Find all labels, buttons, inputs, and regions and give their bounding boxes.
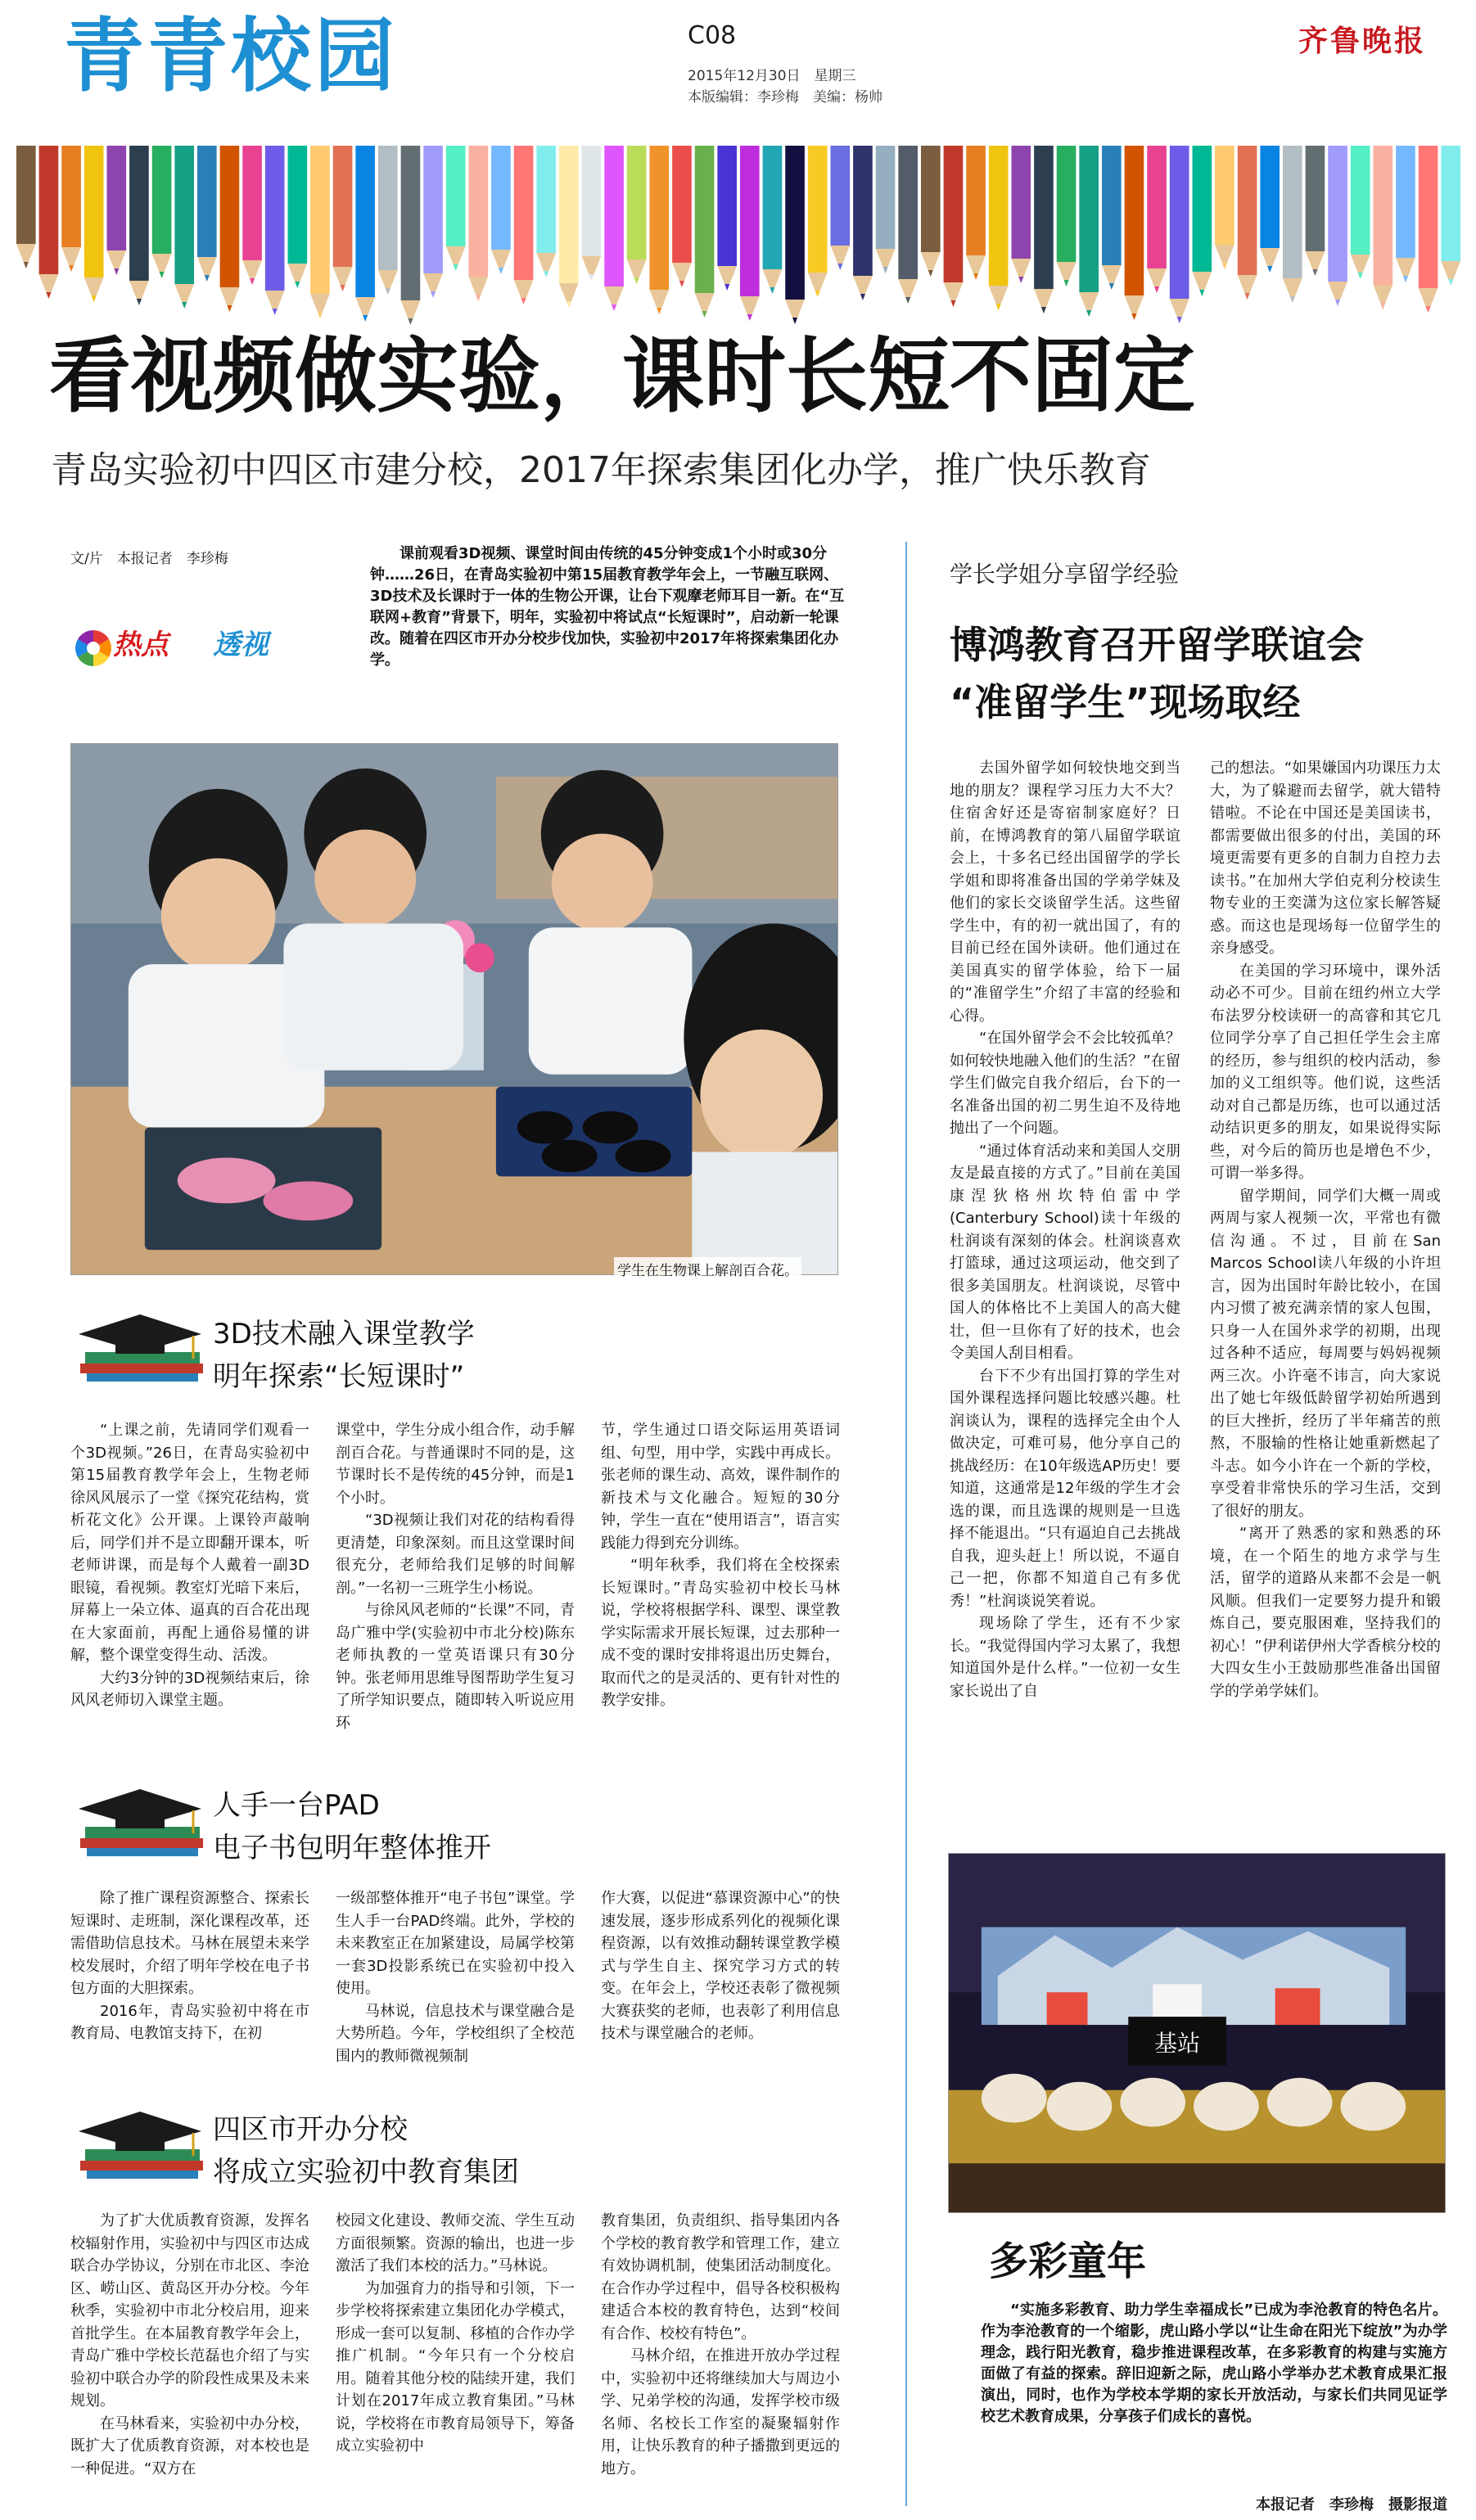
paragraph: 在马林看来，实验初中办分校，既扩大了优质教育资源，对本校也是一种促进。“双方在 [70,2414,309,2477]
paragraph: 课堂中，学生分成小组合作，动手解剖百合花。与普通课时不同的是，这节课时长不是传统的45分钟，而是1个小时。 [336,1422,575,1507]
paragraph: 留学期间，同学们大概一周或两周与家人视频一次，平常也有微信沟通。不过，目前在San Marcos School读八年级的小许坦言，因为出国时年龄比较小，在国内习惯了被充满亲情的家人包围，只身一人在国外求学的初期，出现过各种不适应，每周要与妈妈视频两三次。小许毫不讳言，向大家说出了她七年级低龄留学初始所遇到的巨大挫折，经历了半年痛苦的煎熬，不服输的性格让她重新燃起了斗志。如今小许在一个新的学校，享受着非常快乐的学习生活，交到了很好的朋友。 [1210,1187,1441,1520]
column-divider [905,542,907,2506]
pencil-body [627,146,647,259]
stage-sign-text: 基站 [1154,2029,1200,2057]
paragraph: 为加强育力的指导和引领，下一步学校将探索建立集团化办学模式，形成一套可以复制、移植的合作办学推广机制。“今年只有一个分校启用。随着其他分校的陆续开建，我们计划在2017年成立教育集团。”马林说，学校将在市教育局领导下，筹备成立实验初中 [336,2279,575,2455]
pencil-body [740,146,760,296]
pencil-lead [1109,283,1114,290]
section2-title [213,1784,491,1869]
pencil-lead [724,284,729,291]
page-code: C08 [688,21,737,50]
pencil-body [333,146,353,267]
pencil-body [310,146,330,294]
pencil-banner [15,146,1462,334]
pencil-body [1260,146,1280,248]
byline: 文/片 本报记者 李珍梅 [70,551,228,567]
pencil-lead [1245,293,1250,300]
pencil-lead [114,268,119,275]
pencil-lead [137,299,142,305]
pencil-lead [1177,317,1182,323]
graduation-cap-books-icon [70,1310,210,1385]
pencil-body [1102,146,1122,265]
pencil-body [491,146,511,250]
students-dissecting-lily-photo [70,743,838,1275]
pencil-lead [928,270,933,277]
paragraph: “离开了熟悉的家和熟悉的环境，在一个陌生的地方求学与生活，留学的道路从来都不会是一帆风顺。但我们一定要努力提升和锻炼自己，要克服困难，坚持我们的初心！”伊利诺伊州大学香槟分校的大四女生小王鼓励那些准备出国留学的学弟学妹们。 [1210,1525,1441,1700]
kids-story-title: 多彩童年 [989,2238,1147,2284]
paragraph: “明年秋季，我们将在全校探索长短课时。”青岛实验初中校长马林说，学校将根据学科、课型、课堂教学实际需求开展长短课，过去那种一成不变的课时安排将退出历史舞台，取而代之的是灵活的、更有针对性的教学安排。 [601,1557,840,1709]
paragraph: 马林介绍，在推进开放办学过程中，实验初中还将继续加大与周边小学、兄弟学校的沟通，发挥学校市级名师、名校长工作室的凝聚辐射作用，让快乐教育的种子播撒到更远的地方。 [601,2347,840,2477]
pencil-body [1374,146,1393,285]
right-story-col2 [1210,757,1441,1702]
pencil-body [853,146,873,276]
paragraph: 2016年，青岛实验初中将在市教育局、电教馆支持下，在初 [70,2002,309,2042]
pencil-body [559,146,579,283]
pencil-body [582,146,602,256]
pencil-body [61,146,81,247]
pencil-lead [996,304,1001,310]
pencil-body [107,146,127,250]
pencil-body [1351,146,1370,255]
pencil-body [16,146,36,244]
pencil-lead [634,277,639,284]
section2-col1 [70,1887,309,2045]
pencil-body [378,146,398,270]
paragraph: “上课之前，先请同学们观看一个3D视频。”26日，在青岛实验初中第15届教育教学年会上，生物老师徐风风展示了一堂《探究花结构，赏析花文化》公开课。上课铃声敲响后，同学们并不是立即翻开课本，听老师讲课，而是每个人戴着一副3D眼镜，看视频。教室灯光暗下来后，屏幕上一朵立体、逼真的百合花出现在大家面前，再配上通俗易懂的讲解，整个课堂变得生动、活泼。 [70,1422,309,1664]
section2-title-line1: 人手一台PAD [213,1789,380,1822]
pencil-lead [1448,279,1453,286]
pencil-body [39,146,59,274]
pencil-lead [1154,286,1159,293]
lead-paragraph: 课前观看3D视频、课堂时间由传统的45分钟变成1个小时或30分钟……26日，在青岛实验初中第15届教育教学年会上，一节融互联网、3D技术及长课时于一体的生物公开课，让台下观摩老师耳目一新。在“互联网+教育”背景下，明年，实验初中将试点“长短课时”，启动新一轮课改。随着在四区市开办分校步伐加快，实验初中2017年将探索集团化办学。 [370,545,845,669]
pencil-body [197,146,217,257]
headline: 看视频做实验，课时长短不固定 [49,328,1195,424]
pencil-body [1419,146,1438,288]
kids-story-text: “实施多彩教育、助力学生幸福成长”已成为李沧教育的特色名片。作为李沧教育的一个缩影，虎山路小学以“让生命在阳光下绽放”为办学理念，践行阳光教育，稳步推进课程改革，在多彩教育的构建与实施方面做了有益的探索。辞旧迎新之际，虎山路小学举办艺术教育成果汇报演出，同时，也作为学校本学期的家长开放活动，与家长们共同见证学校艺术教育成果，分享孩子们成长的喜悦。 [981,2301,1447,2425]
right-story-title-line1: 博鸿教育召开留学联谊会 [950,623,1364,667]
pencil-lead [1131,313,1136,320]
pencil-lead [679,281,684,287]
pencil-lead [566,301,571,308]
section2-col2 [336,1887,575,2067]
pencil-body [1170,146,1189,299]
pencil-body [1396,146,1415,258]
subheadline: 青岛实验初中四区市建分校，2017年探索集团化办学，推广快乐教育 [51,449,1151,491]
hot-topic-badge-icon [74,622,311,674]
paragraph: 去国外留学如何较快地交到当地的朋友？课程学习压力大不大？住宿舍好还是寄宿制家庭好？日前，在博鸿教育的第八届留学联谊会上，十多名已经出国留学的学长学姐和即将准备出国的学弟学妹及他们的家长交谈留学生活。这些留学生中，有的初一就出国了，有的目前已经在国外读研。他们通过在美国真实的留学体验，给下一届的“准留学生”介绍了丰富的经验和心得。 [950,760,1180,1025]
pencil-body [1328,146,1347,282]
paper-logo: 齐鲁晚报 [1298,24,1427,58]
pencil-lead [499,268,503,274]
pencil-body [604,146,624,286]
pencil-body [672,146,692,263]
photo-caption: 学生在生物课上解剖百合花。 [614,1257,801,1281]
editors-line: 本版编辑：李珍梅 美编：杨帅 [688,89,882,106]
pencil-lead [1199,290,1204,296]
pencil-lead [950,300,955,307]
paragraph: “3D视频让我们对花的结构看得更清楚，印象深刻。而且这堂课时间很充分，老师给我们足够的时间解剖。”一名初一三班学生小杨说。 [336,1512,575,1597]
paragraph: “在国外留学会不会比较孤单？如何较快地融入他们的生活？”在留学生们做完自我介绍后，台下的一名准备出国的初二男生迫不及待地抛出了一个问题。 [950,1030,1180,1137]
pencil-body [876,146,896,249]
pencil-lead [205,275,210,282]
pencil-lead [702,311,707,318]
pencil-lead [792,318,797,324]
paragraph: 教育集团，负责组织、指导集团内各个学校的教育教学和管理工作，建立有效协调机制，使集团活动制度化。在合作办学过程中，倡导各校积极构建适合本校的教育特色，达到“校间有合作、校校有特色”。 [601,2212,840,2342]
pencil-body [650,146,670,290]
pencil-body [1238,146,1257,275]
pencil-lead [1358,273,1363,279]
pencil-lead [363,315,368,322]
section2-col3 [601,1887,840,2045]
pencil-lead [295,282,300,288]
pencil-lead [454,264,458,271]
pencil-body [446,146,466,246]
pencil-body [1147,146,1167,268]
pencil-body [1125,146,1144,295]
pencil-lead [386,288,390,295]
pencil-body [831,146,851,246]
pencil-lead [408,318,413,325]
section1-title-line1: 3D技术融入课堂教学 [213,1318,475,1350]
pencil-lead [341,285,345,291]
graduation-cap-books-icon [70,1784,210,1860]
pencil-lead [837,264,842,270]
paragraph: “通过体育活动来和美国人交朋友是最直接的方式了。”目前在美国康涅狄格州坎特伯雷中学(Canterbury School)读十年级的杜润谈有深刻的体会。杜润谈喜欢打篮球，通过这项运动，他交到了很多美国朋友。杜润谈说，尽管中国人的体格比不上美国人的高大健壮，但一旦你有了好的技术，也会令美国人刮目相看。 [950,1142,1180,1362]
pencil-body [898,146,918,279]
right-story-title-line2: “准留学生”现场取经 [950,680,1301,724]
pencil-body [152,146,172,254]
pencil-lead [589,274,594,281]
section3-col3 [601,2210,840,2480]
pencil-lead [476,295,481,301]
right-story-kicker: 学长学姐分享留学经验 [950,561,1180,588]
section1-title [213,1313,475,1398]
paragraph: 台下不少有出国打算的学生对国外课程选择问题比较感兴趣。杜润谈认为，课程的选择完全由个人做决定，可难可易，他分享自己的挑战经历：在10年级选AP历史！要知道，这通常是12年级的学生才会选的课，而且选课的规则是一旦选择不能退出。“只有逼迫自己去挑战自我，迎头赶上！所以说，不逼自己一把，你都不知道自己有多优秀！”杜润谈说笑着说。 [950,1367,1180,1610]
pencil-lead [250,278,255,285]
pencil-body [129,146,149,281]
paragraph: 在美国的学习环境中，课外活动必不可少。目前在纽约州立大学布法罗分校读研一的高睿和其它几位同学分享了自己担任学生会主席的经历，参与组织的校内活动，参加的义工组织等。他们说，这些活动对自己都是历练，也可以通过活动结识更多的朋友，如果说得实际些，对今后的简历也是增色不少，可谓一举多得。 [1210,962,1441,1182]
pencil-lead [973,273,978,280]
pencil-lead [1426,306,1431,313]
paragraph: 一级部整体推开“电子书包”课堂。学生人手一台PAD终端。此外，学校的未来教室正在加紧建设，局属学校第一套3D投影系统已在实验初中投入使用。 [336,1890,575,1997]
section3-title-line2: 将成立实验初中教育集团 [213,2156,519,2189]
badge-perspective: 透视 [213,629,269,661]
pencil-lead [273,309,278,315]
paragraph: 己的想法。“如果嫌国内功课压力太大，为了躲避而去留学，就大错特错啦。不论在中国还是美国读书，都需要做出很多的付出，美国的环境更需要有更多的自制力自控力去读书。”在加州大学伯克利分校读生物专业的王奕潇为这位家长解答疑惑。而这也是现场每一位留学生的亲身感受。 [1210,760,1441,957]
section-title: 青青校园 [64,10,399,103]
pencil-body [1283,146,1302,278]
pencil-body [1193,146,1212,272]
pencil-lead [1018,277,1023,283]
pencil-body [265,146,285,291]
pencil-lead [883,267,888,273]
paragraph: 与徐风风老师的“长课”不同，青岛广雅中学(实验初中市北分校)陈东老师执教的一堂英语课只有30分钟。张老师用思维导图帮助学生复习了所学知识要点，随即转入听说应用环 [336,1602,575,1732]
pencil-body [717,146,737,266]
pencil-body [220,146,240,287]
pencil-body [469,146,489,277]
pencil-body [536,146,556,253]
paragraph: 除了推广课程资源整合、探索长短课时、走班制，深化课程改革，还需借助信息技术。马林在展望未来学校发展时，介绍了明年学校在电子书包方面的大胆探索。 [70,1890,309,1997]
kids-story-credit: 本报记者 李珍梅 摄影报道 [1256,2496,1447,2513]
pencil-body [695,146,715,293]
pencil-body [785,146,805,300]
section3-title [213,2108,519,2193]
pencil-lead [1380,303,1385,309]
paragraph: 为了扩大优质教育资源，发挥名校辐射作用，实验初中与四区市达成联合办学协议，分别在市北区、李沧区、崂山区、黄岛区开办分校。今年秋季，实验初中市北分校启用，迎来首批学生。在本届教育教学年会上，青岛广雅中学校长范磊也介绍了与实验初中联合办学的阶段性成果及未来规划。 [70,2212,309,2410]
pencil-lead [227,305,232,312]
pencil-body [288,146,308,264]
pencil-lead [24,262,29,268]
right-story-col1 [950,757,1180,1702]
paragraph: 现场除了学生，还有不少家长。“我觉得国内学习太累了，我想知道国外是什么样。”一位初一女生家长说出了自 [950,1615,1180,1700]
pencil-body [174,146,194,284]
section2-title-line2: 电子书包明年整体推开 [213,1832,491,1864]
pencil-lead [521,298,526,304]
section1-title-line2: 明年探索“长短课时” [213,1360,465,1393]
paragraph: 校园文化建设、教师交流、学生互动方面很频繁。资源的输出，也进一步激活了我们本校的活力。”马林说。 [336,2212,575,2274]
pencil-body [514,146,534,280]
pencil-lead [92,295,97,302]
pencil-body [921,146,941,252]
pencil-lead [182,302,187,309]
section1-col3 [601,1419,840,1712]
paragraph: 大约3分钟的3D视频结束后，徐风风老师切入课堂主题。 [70,1669,309,1709]
paragraph: 马林说，信息技术与课堂融合是大势所趋。今年，学校组织了全校范围内的教师微视频制 [336,2002,575,2065]
pencil-lead [1086,310,1091,317]
pencil-lead [544,271,548,277]
pencil-lead [612,304,616,311]
pencil-lead [815,291,820,297]
pencil-lead [905,297,910,304]
pencil-lead [1335,300,1340,306]
pencil-body [1441,146,1460,261]
pencil-lead [747,314,752,321]
pencil-lead [1064,280,1069,286]
pencil-body [1012,146,1031,259]
pencil-body [423,146,443,273]
pencil-body [1079,146,1099,292]
pencil-lead [431,291,436,298]
section3-col1 [70,2210,309,2480]
pencil-body [944,146,964,282]
pencil-body [1306,146,1325,251]
pencil-body [1215,146,1235,245]
pencil-body [966,146,986,255]
section3-title-line1: 四区市开办分校 [213,2113,408,2146]
pencil-lead [69,265,74,272]
section1-col2 [336,1419,575,1734]
pencil-lead [1267,266,1272,273]
pencil-lead [318,312,323,318]
pencil-lead [160,272,165,278]
pencil-body [401,146,421,300]
pencil-body [763,146,783,269]
pencil-body [1034,146,1054,289]
badge-hot: 热点 [113,629,169,661]
pencil-body [84,146,104,277]
pencil-lead [1312,269,1317,276]
masthead-meta [688,65,882,108]
pencil-body [1057,146,1077,262]
section3-col2 [336,2210,575,2458]
pencil-lead [860,294,865,300]
pencil-lead [1290,296,1295,303]
paragraph: 作大赛，以促进“慕课资源中心”的快速发展，逐步形成系列化的视频化课程资源，以有效推动翻转课堂教学模式与学生自主、探究学习方式的转变。在年会上，学校还表彰了微视频大赛获奖的老师，也表彰了利用信息技术与课堂融合的老师。 [601,1890,840,2042]
pencil-lead [1222,263,1227,269]
pencil-body [989,146,1009,286]
school-performance-photo [948,1853,1446,2213]
pencil-body [355,146,375,297]
section1-col1 [70,1419,309,1712]
graduation-cap-books-icon [70,2107,210,2182]
pencil-lead [1403,276,1408,282]
issue-date: 2015年12月30日 星期三 [688,68,856,84]
paragraph: 节，学生通过口语交际运用英语词组、句型，用中学，实践中再成长。张老师的课生动、高效，课件制作的新技术与文化融合。短短的30分钟，学生一直在“使用语言”，语言实践能力得到充分训练。 [601,1422,840,1552]
pencil-lead [46,292,51,299]
pencil-lead [657,308,661,314]
pencil-lead [770,287,774,294]
pencil-lead [1041,307,1046,313]
pencil-body [242,146,262,260]
pencil-body [808,146,828,273]
